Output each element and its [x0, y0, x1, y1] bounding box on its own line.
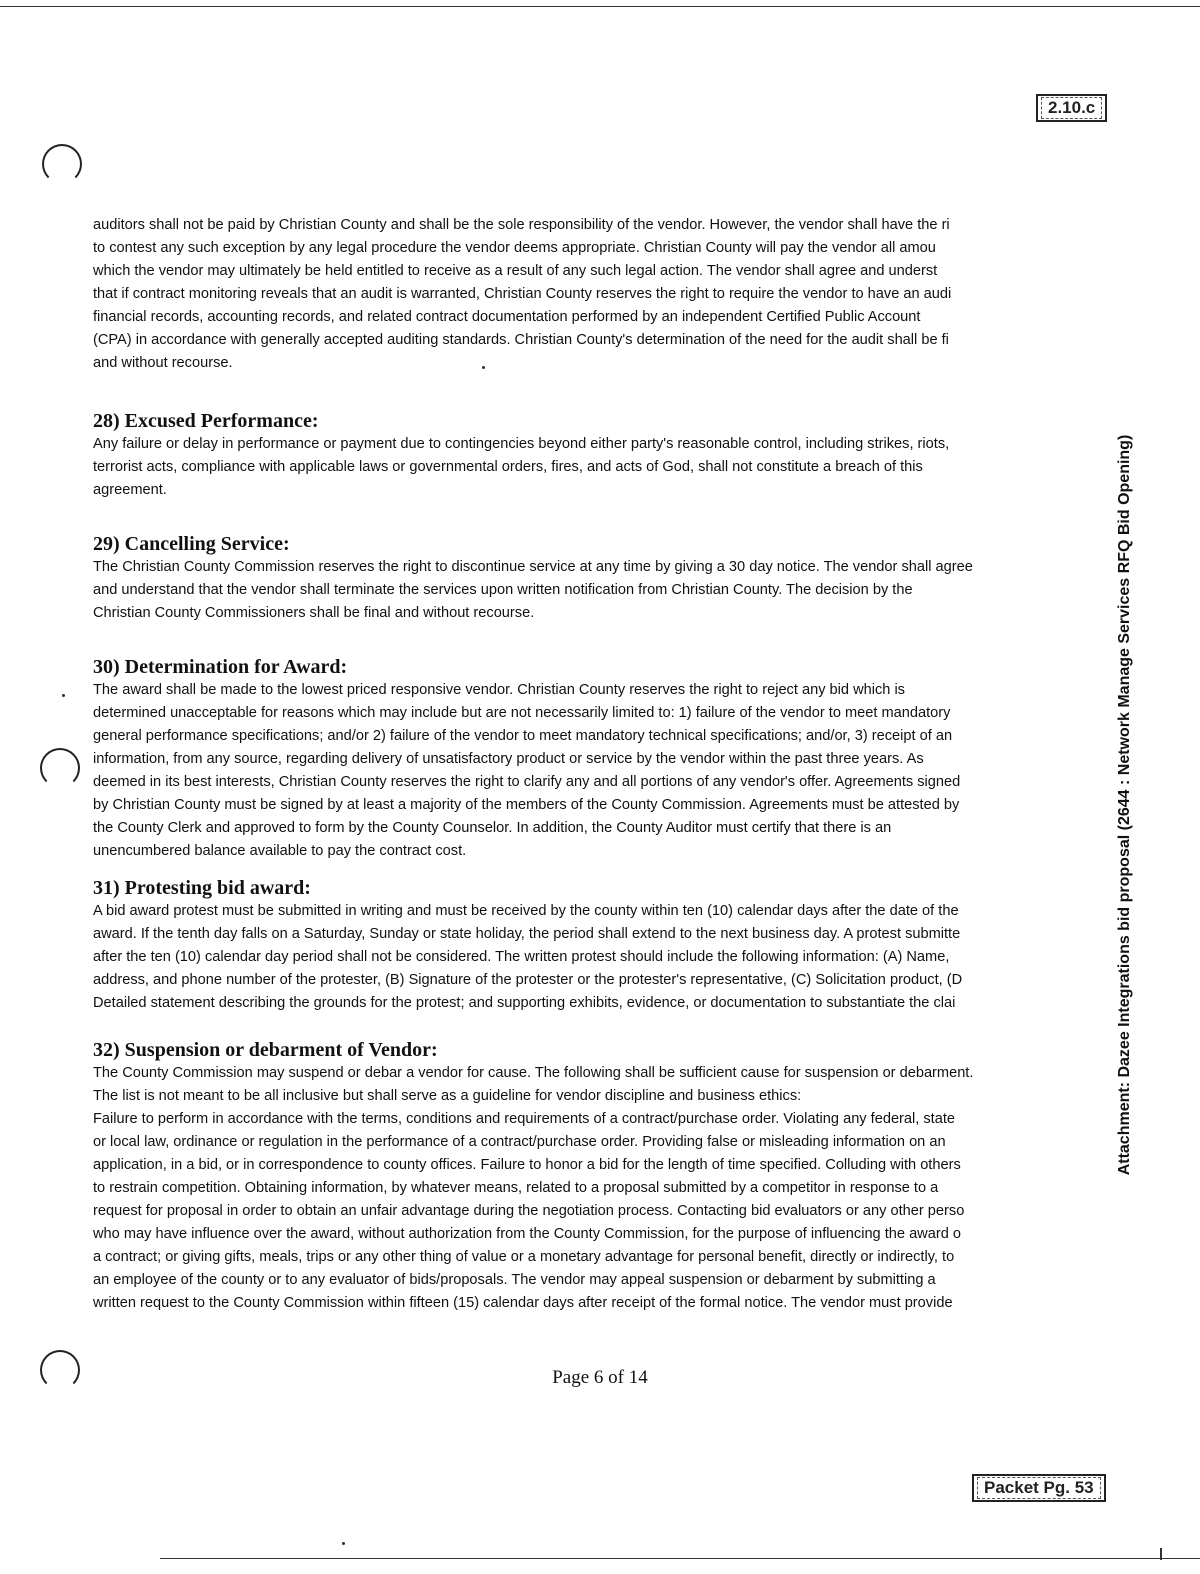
section-28 [93, 409, 1105, 502]
text-line: by Christian County must be signed by at least a majority of the members of the County Commission. Agreements must be attested by [93, 797, 960, 813]
text-line: application, in a bid, or in correspondence to county offices. Failure to honor a bid for the length of time specified. Colluding with others [93, 1157, 961, 1173]
text-line: Any failure or delay in performance or payment due to contingencies beyond either party's reasonable control, including strikes, riots, [93, 436, 950, 452]
text-line: The Christian County Commission reserves the right to discontinue service at any time by giving a 30 day notice. The vendor shall agree [93, 559, 973, 575]
text-line: who may have influence over the award, without authorization from the County Commission, for the purpose of influencing the award o [93, 1226, 961, 1242]
text-line: information, from any source, regarding delivery of unsatisfactory product or service by the vendor within the past three years. As [93, 751, 924, 767]
section-heading: 28) Excused Performance: [93, 410, 319, 432]
document-body [93, 214, 1105, 1315]
section-stamp-label: 2.10.c [1041, 97, 1102, 119]
text-line: an employee of the county or to any evaluator of bids/proposals. The vendor may appeal suspension or debarment by submitting a [93, 1272, 936, 1288]
text-line: Detailed statement describing the grounds for the protest; and supporting exhibits, evidence, or documentation to substantiate the clai [93, 995, 956, 1011]
text-line: that if contract monitoring reveals that an audit is warranted, Christian County reserves the right to require the vendor to have an audi [93, 286, 952, 302]
section-heading: 32) Suspension or debarment of Vendor: [93, 1039, 438, 1061]
scan-speck [342, 1542, 345, 1545]
attachment-side-label: Attachment: Dazee Integrations bid proposal (2644 : Network Manage Services RFQ Bid Opening) [1116, 434, 1133, 1176]
intro-paragraph [93, 214, 1105, 375]
scan-speck [62, 694, 65, 697]
text-line: terrorist acts, compliance with applicable laws or governmental orders, fires, and acts of God, shall not constitute a breach of this [93, 459, 923, 475]
section-32 [93, 1038, 1105, 1315]
text-line: agreement. [93, 482, 167, 498]
packet-page-stamp [972, 1474, 1106, 1502]
punch-hole-top [42, 144, 82, 184]
section-30 [93, 655, 1105, 863]
bottom-rule [160, 1558, 1200, 1559]
text-line: to restrain competition. Obtaining information, by whatever means, related to a proposal submitted by a competitor in response to a [93, 1180, 939, 1196]
text-line: after the ten (10) calendar day period shall not be considered. The written protest should include the following information: (A) Name, [93, 949, 950, 965]
text-line: which the vendor may ultimately be held entitled to receive as a result of any such legal action. The vendor shall agree and underst [93, 263, 938, 279]
text-line: and without recourse. [93, 355, 233, 371]
text-line: Christian County Commissioners shall be final and without recourse. [93, 605, 535, 621]
punch-hole-middle [40, 748, 80, 788]
text-line: (CPA) in accordance with generally accepted auditing standards. Christian County's determination of the need for the audit shall be fi [93, 332, 949, 348]
text-line: financial records, accounting records, and related contract documentation performed by an independent Certified Public Account [93, 309, 921, 325]
text-line: to contest any such exception by any legal procedure the vendor deems appropriate. Christian County will pay the vendor all amou [93, 240, 936, 256]
text-line: or local law, ordinance or regulation in the performance of a contract/purchase order. Providing false or misleading information on an [93, 1134, 946, 1150]
text-line: The County Commission may suspend or debar a vendor for cause. The following shall be sufficient cause for suspension or debarment. [93, 1065, 974, 1081]
text-line: Failure to perform in accordance with the terms, conditions and requirements of a contract/purchase order. Violating any federal, state [93, 1111, 956, 1127]
top-rule [0, 6, 1200, 7]
text-line: deemed in its best interests, Christian County reserves the right to clarify any and all portions of any vendor's offer. Agreements signed [93, 774, 961, 790]
text-line: a contract; or giving gifts, meals, trips or any other thing of value or a monetary advantage for personal benefit, directly or indirectly, to [93, 1249, 955, 1265]
text-line: the County Clerk and approved to form by the County Counselor. In addition, the County Auditor must certify that there is an [93, 820, 892, 836]
text-line: The award shall be made to the lowest priced responsive vendor. Christian County reserves the right to reject any bid which is [93, 682, 905, 698]
page-number: Page 6 of 14 [552, 1367, 648, 1388]
packet-page-label: Packet Pg. 53 [977, 1477, 1101, 1499]
section-stamp [1036, 94, 1107, 122]
text-line: The list is not meant to be all inclusive but shall serve as a guideline for vendor discipline and business ethics: [93, 1088, 802, 1104]
section-heading: 31) Protesting bid award: [93, 877, 311, 899]
section-heading: 30) Determination for Award: [93, 656, 348, 678]
text-line: and understand that the vendor shall terminate the services upon written notification from Christian County. The decision by the [93, 582, 913, 598]
text-line: written request to the County Commission within fifteen (15) calendar days after receipt of the formal notice. The vendor must provide [93, 1295, 953, 1311]
text-line: A bid award protest must be submitted in writing and must be received by the county within ten (10) calendar days after the date of the [93, 903, 959, 919]
text-line: award. If the tenth day falls on a Saturday, Sunday or state holiday, the period shall extend to the next business day. A protest submitte [93, 926, 961, 942]
text-line: request for proposal in order to obtain an unfair advantage during the negotiation process. Contacting bid evaluators or any other perso [93, 1203, 965, 1219]
text-line: general performance specifications; and/or 2) failure of the vendor to meet mandatory technical specifications; and/or, 3) receipt of an [93, 728, 953, 744]
text-line: auditors shall not be paid by Christian County and shall be the sole responsibility of the vendor. However, the vendor shall have the ri [93, 217, 950, 233]
section-29 [93, 532, 1105, 625]
section-heading: 29) Cancelling Service: [93, 533, 290, 555]
section-31 [93, 876, 1105, 1015]
text-line: unencumbered balance available to pay the contract cost. [93, 843, 467, 859]
text-line: address, and phone number of the protester, (B) Signature of the protester or the protester's representative, (C) Solicitation product, (D [93, 972, 963, 988]
text-line: determined unacceptable for reasons which may include but are not necessarily limited to: 1) failure of the vendor to meet mandatory [93, 705, 951, 721]
